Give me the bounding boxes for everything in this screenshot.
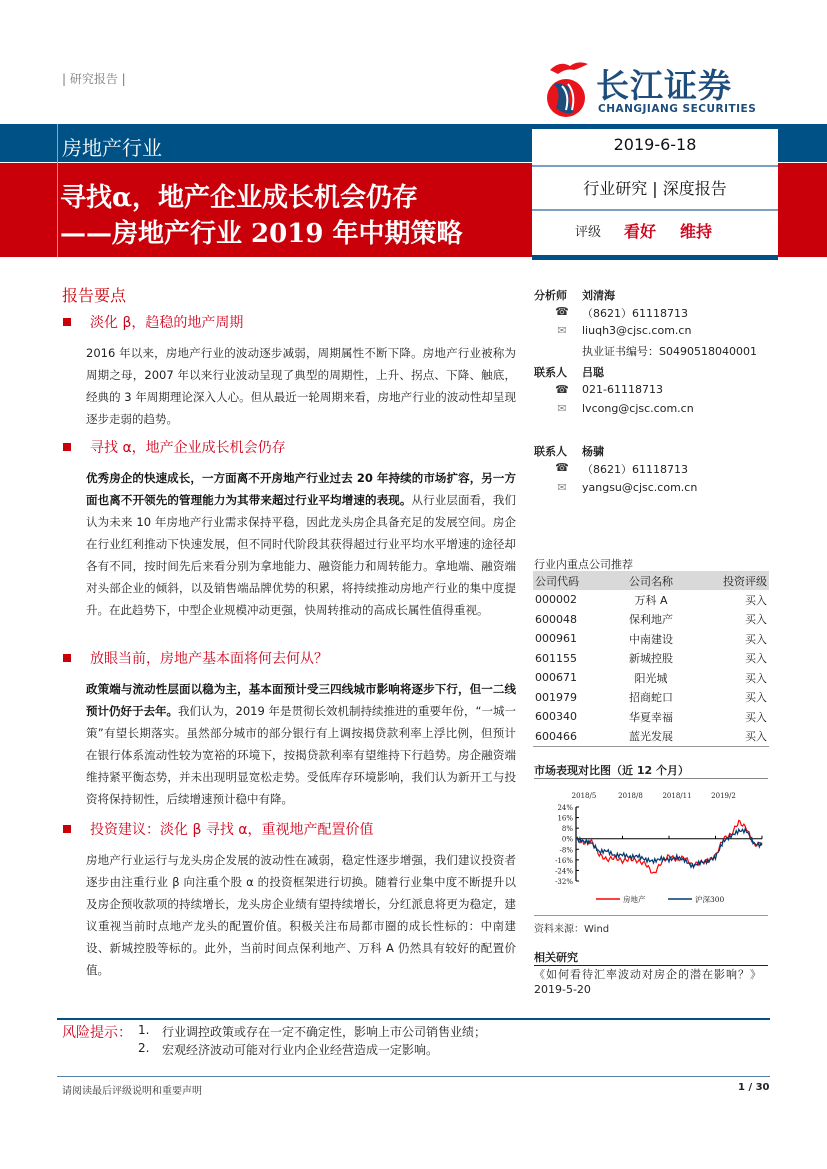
column-header: 公司名称 [612, 571, 691, 590]
related-research-date: 2019-5-20 [534, 983, 591, 996]
contact-license: 执业证书编号：S0490518040001 [582, 345, 757, 358]
y-tick-label: -16% [555, 856, 573, 865]
table-row [533, 668, 769, 688]
info-box-separator [532, 165, 778, 167]
legend-label: 沪深300 [695, 895, 725, 904]
info-box-separator [532, 209, 778, 211]
section-heading: 寻找 α，地产企业成长机会仍存 [90, 440, 286, 456]
contact-email[interactable]: liuqh3@cjsc.com.cn [582, 324, 692, 337]
phone-icon: ☎ [555, 461, 569, 474]
series-line-real-estate [576, 820, 762, 873]
paragraph-text: 我们认为，2019 年是贯彻长效机制持续推进的重要年份，“一城一策”有望长期落实。虽然部分城市的部分银行有上调按揭贷款利率上浮比例，但预计在银行体系流动性较为宽裕的环境下，按揭贷款利率有望维持下行趋势。房企融资端维持紧平衡态势，并未出现明显宽松走势。受低库存环境影响，我们认为新开工与投资将保持韧性，后续增速预计稳中有降。 [86, 704, 516, 806]
logo-emblem-icon [540, 58, 594, 120]
section-paragraph [86, 467, 516, 621]
phone-icon: ☎ [555, 383, 569, 396]
company-code: 000671 [535, 671, 577, 685]
email-icon: ✉ [557, 481, 567, 494]
section-heading: 放眼当前，房地产基本面将何去何从？ [90, 651, 328, 667]
contact-email[interactable]: lvcong@cjsc.com.cn [582, 402, 694, 415]
investment-rating: 买入 [745, 710, 767, 724]
info-box-top-bar [532, 124, 778, 129]
contact-phone: （8621）61118713 [582, 463, 688, 476]
company-code: 600048 [535, 612, 577, 626]
y-tick-label: 8% [561, 825, 573, 834]
bullet-square-icon [63, 825, 71, 833]
contact-phone: （8621）61118713 [582, 307, 688, 320]
section-paragraph [86, 678, 516, 810]
investment-rating: 买入 [745, 632, 767, 646]
contact-role: 联系人 [534, 445, 567, 458]
table-row [533, 649, 769, 669]
key-points-title: 报告要点 [62, 286, 127, 305]
paragraph-text: 2016 年以来，房地产行业的波动逐步减弱，周期属性不断下降。房地产行业被称为周期之母，2007 年以来行业波动呈现了典型的周期性，上升、拐点、下降、触底，经典的 3 年周期理论深入人心。但从最近一轮周期来看，房地产行业的波动性却呈现逐步走弱的趋势。 [86, 346, 516, 426]
page-number: 1 / 30 [738, 1082, 770, 1093]
report-date: 2019-6-18 [613, 135, 697, 154]
rating-value: 看好 [624, 222, 657, 241]
y-tick-label: 24% [557, 804, 573, 812]
company-code: 601155 [535, 651, 577, 665]
logo-english-name: CHANGJIANG SECURITIES [598, 103, 757, 115]
rating-change: 维持 [680, 222, 713, 241]
recommendations-title: 行业内重点公司推荐 [534, 556, 768, 574]
contact-role: 联系人 [534, 366, 567, 379]
risk-label: 风险提示： [62, 1025, 132, 1041]
investment-rating: 买入 [745, 593, 767, 607]
report-type: 行业研究 | 深度报告 [583, 179, 727, 198]
risk-item-text: 行业调控政策或存在一定不确定性，影响上市公司销售业绩； [162, 1025, 487, 1039]
x-tick-label: 2019/2 [711, 792, 736, 800]
company-name: 蓝光发展 [612, 727, 691, 747]
breadcrumb: | 研究报告 | [62, 72, 126, 86]
x-tick-label: 2018/11 [662, 792, 692, 800]
chart-title: 市场表现对比图（近 12 个月） [534, 762, 768, 779]
report-subtitle: ——房地产行业 2019 年中期策略 [60, 219, 463, 249]
company-name: 中南建设 [628, 632, 673, 646]
contact-name: 吕聪 [582, 366, 604, 379]
risk-item-number: 2. [138, 1041, 150, 1055]
x-tick-label: 2018/5 [571, 792, 597, 800]
investment-rating: 买入 [745, 671, 767, 685]
footer-disclaimer[interactable]: 请阅读最后评级说明和重要声明 [62, 1086, 202, 1097]
column-header: 投资评级 [690, 571, 769, 590]
contact-email[interactable]: yangsu@cjsc.com.cn [582, 481, 698, 494]
section-paragraph [86, 342, 516, 430]
y-tick-label: 16% [557, 814, 573, 823]
email-icon: ✉ [557, 402, 567, 415]
company-name: 阳光城 [634, 671, 668, 685]
paragraph-emphasis: 政策端与流动性层面以稳为主，基本面预计受三四线城市影响将逐步下行，但一二线预计仍好于去年。 [86, 682, 516, 718]
company-name: 保利地产 [628, 613, 673, 627]
company-code: 001979 [535, 690, 577, 704]
footer-divider [57, 1076, 770, 1077]
band-divider [57, 124, 58, 257]
company-name: 万科 A [634, 593, 668, 607]
company-code: 600340 [535, 710, 577, 724]
report-title: 寻找α，地产企业成长机会仍存 [60, 183, 419, 213]
section-heading: 淡化 β，趋稳的地产周期 [90, 315, 244, 331]
paragraph-text: 从行业层面看，我们认为未来 10 年房地产行业需求保持平稳，因此龙头房企具备充足的发展空间。房企在行业红利推动下快速发展，但不同时代阶段其获得超过行业平均水平增速的途径却各有不同，按时间先后来看分别为拿地能力、融资能力和周转能力。拿地端、融资端对头部企业的倾斜，以及销售端品牌优势的积累，将持续推动房地产行业的集中度提升。在此趋势下，中型企业规模冲动更强，快周转推动的高成长属性值得重视。 [86, 493, 516, 617]
bullet-square-icon [63, 443, 71, 451]
recommendations-table [533, 571, 769, 747]
y-tick-label: -8% [559, 846, 573, 855]
y-tick-label: -24% [555, 867, 573, 876]
bullet-square-icon [63, 318, 71, 326]
company-name: 新城控股 [628, 652, 673, 666]
x-tick-label: 2018/8 [618, 792, 643, 800]
table-row [533, 727, 769, 747]
paragraph-emphasis: 优秀房企的快速成长，一方面离不开房地产行业过去 20 年持续的市场扩容，另一方面也离不开领先的管理能力为其带来超过行业平均增速的表现。 [86, 471, 516, 507]
chart-source: 资料来源：Wind [534, 924, 610, 935]
risk-item-number: 1. [138, 1023, 150, 1037]
table-row [533, 688, 769, 708]
source-divider [534, 915, 768, 916]
investment-rating: 买入 [745, 691, 767, 705]
company-logo [540, 58, 760, 122]
investment-rating: 买入 [690, 727, 769, 747]
company-name: 华夏幸福 [628, 710, 673, 724]
email-icon: ✉ [557, 324, 567, 337]
rating-label: 评级 [575, 225, 602, 240]
series-line-csi300 [576, 829, 762, 868]
investment-rating: 买入 [745, 652, 767, 666]
column-header: 公司代码 [533, 571, 612, 590]
contact-role: 分析师 [534, 289, 567, 302]
risk-item-text: 宏观经济波动可能对行业内企业经营造成一定影响。 [162, 1043, 439, 1057]
section-paragraph [86, 849, 516, 981]
table-row [533, 610, 769, 630]
company-code: 600466 [533, 727, 612, 747]
company-code: 000961 [535, 632, 577, 646]
contact-phone: 021-61118713 [582, 383, 663, 396]
paragraph-text: 房地产行业运行与龙头房企发展的波动性在减弱，稳定性逐步增强，我们建议投资者逐步由注重行业 β 向注重个股 α 的投资框架进行切换。随着行业集中度不断提升以及房企预收款项的持续增长，龙头房企业绩有望持续增长，分红派息将更为稳定，建议重视当前时点地产龙头的配置价值。积极关注布局都市圈的成长性标的：中南建设、新城控股等标的。此外，当前时间点保利地产、万科 A 仍然具有较好的配置价值。 [86, 853, 516, 977]
y-tick-label: -32% [555, 878, 573, 886]
logo-chinese-name: 长江证券 [596, 66, 732, 105]
investment-rating: 买入 [745, 613, 767, 627]
bullet-square-icon [63, 654, 71, 662]
related-research-link[interactable]: 《如何看待汇率波动对房企的潜在影响？》 [534, 968, 762, 981]
legend-label: 房地产 [623, 895, 646, 904]
sector-name: 房地产行业 [62, 136, 162, 160]
table-row [533, 707, 769, 727]
related-research-title: 相关研究 [534, 949, 768, 966]
section-heading: 投资建议：淡化 β 寻找 α，重视地产配置价值 [90, 822, 374, 838]
risk-divider [57, 1018, 770, 1020]
info-box-bottom-bar [532, 255, 778, 260]
contact-name: 杨骕 [582, 445, 604, 458]
table-row [533, 629, 769, 649]
contact-name: 刘清海 [582, 289, 615, 302]
table-header-row [533, 571, 769, 590]
phone-icon: ☎ [555, 305, 569, 318]
y-tick-label: 0% [561, 835, 573, 844]
market-performance-chart [534, 780, 768, 910]
company-name: 招商蛇口 [628, 691, 673, 705]
company-code: 000002 [535, 593, 577, 607]
table-row [533, 590, 769, 610]
